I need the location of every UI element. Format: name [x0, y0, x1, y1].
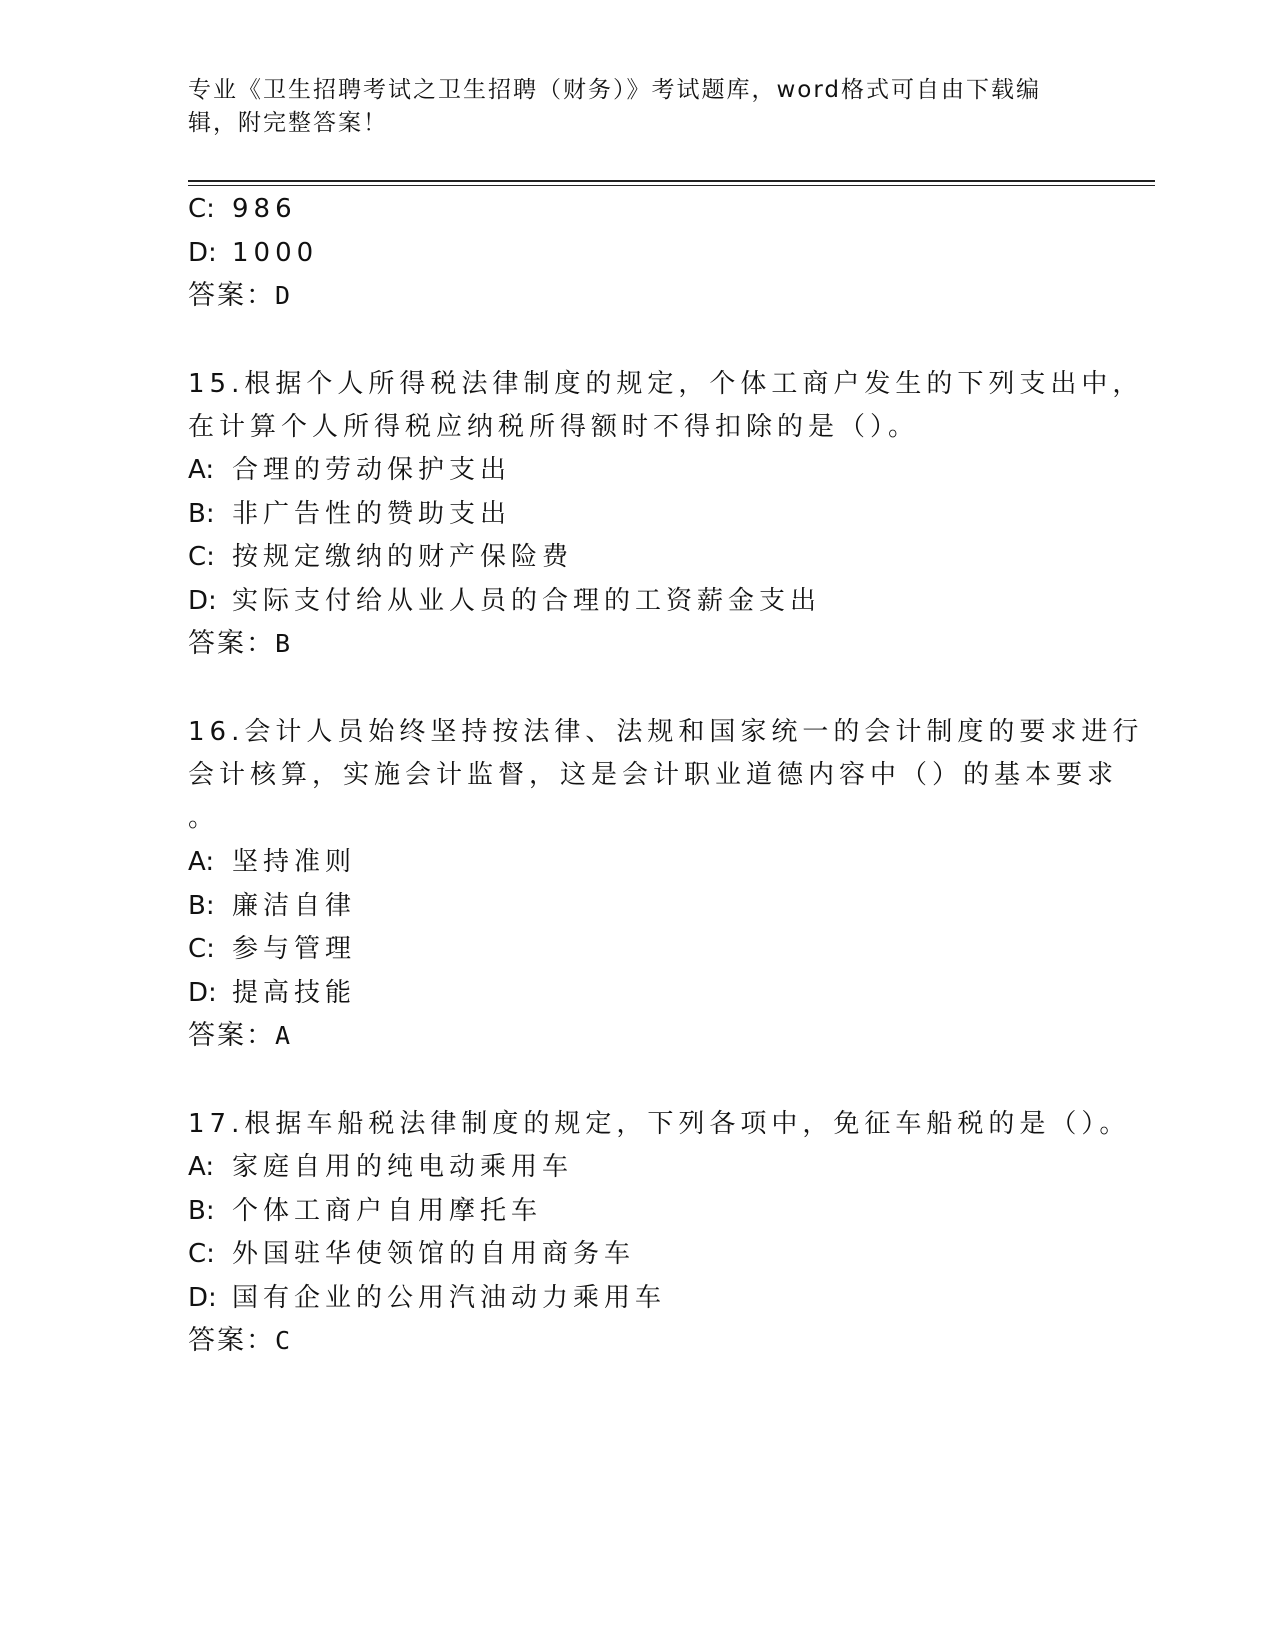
- question-15-option-c: [188, 540, 573, 574]
- option-text: 按规定缴纳的财产保险费: [232, 542, 574, 572]
- answer-value: A: [275, 1021, 293, 1050]
- option-label: D:: [188, 238, 217, 268]
- answer-label: 答案：: [188, 280, 275, 311]
- option-label: C:: [188, 542, 215, 572]
- document-header: 专业《卫生招聘考试之卫生招聘（财务）》考试题库，word格式可自由下载编辑，附完整答案！: [188, 77, 1042, 136]
- option-label: A:: [188, 847, 215, 877]
- answer-label: 答案：: [188, 1325, 275, 1356]
- option-text: 个体工商户自用摩托车: [232, 1196, 543, 1226]
- prev-option-d: [188, 236, 318, 270]
- option-label: C:: [188, 1239, 215, 1269]
- question-15-option-a: [188, 453, 511, 487]
- option-label: D:: [188, 978, 217, 1008]
- question-16-option-a: [188, 845, 356, 879]
- option-label: B:: [188, 499, 215, 529]
- option-label: D:: [188, 1283, 217, 1313]
- question-17-answer: [188, 1324, 292, 1358]
- option-label: C:: [188, 934, 215, 964]
- prev-answer: [188, 279, 292, 313]
- question-16-line-3: 。: [188, 803, 220, 833]
- answer-value: D: [275, 281, 293, 310]
- answer-value: B: [275, 629, 293, 658]
- option-text: 实际支付给从业人员的合理的工资薪金支出: [232, 586, 822, 616]
- option-label: C:: [188, 194, 215, 224]
- question-15-line-2: 在计算个人所得税应纳税所得额时不得扣除的是（）。: [188, 412, 920, 442]
- option-text: 986: [232, 194, 297, 224]
- question-16-line-2: 会计核算，实施会计监督，这是会计职业道德内容中（）的基本要求: [188, 760, 1119, 790]
- question-16-line-1: 16.会计人员始终坚持按法律、法规和国家统一的会计制度的要求进行: [188, 717, 1144, 747]
- question-16-answer: [188, 1019, 292, 1053]
- question-15-line-1: 15.根据个人所得税法律制度的规定，个体工商户发生的下列支出中，: [188, 369, 1144, 399]
- question-17-option-a: [188, 1150, 573, 1184]
- header-divider-thin: [188, 185, 1155, 186]
- answer-label: 答案：: [188, 628, 275, 659]
- option-label: D:: [188, 586, 217, 616]
- question-17-option-c: [188, 1237, 635, 1271]
- option-text: 廉洁自律: [232, 891, 357, 921]
- option-label: A:: [188, 1152, 215, 1182]
- option-label: B:: [188, 891, 215, 921]
- question-16-option-c: [188, 932, 356, 966]
- header-divider-thick: [188, 180, 1155, 182]
- option-text: 国有企业的公用汽油动力乘用车: [232, 1283, 667, 1313]
- question-15-answer: [188, 627, 292, 661]
- answer-label: 答案：: [188, 1020, 275, 1051]
- question-17-option-b: [188, 1194, 542, 1228]
- option-text: 非广告性的赞助支出: [232, 499, 512, 529]
- option-text: 坚持准则: [232, 847, 357, 877]
- option-text: 外国驻华使领馆的自用商务车: [232, 1239, 636, 1269]
- question-16-option-b: [188, 889, 356, 923]
- question-17-option-d: [188, 1281, 666, 1315]
- question-17-line-1: 17.根据车船税法律制度的规定，下列各项中，免征车船税的是（）。: [188, 1109, 1131, 1139]
- option-text: 家庭自用的纯电动乘用车: [232, 1152, 574, 1182]
- prev-option-c: [188, 192, 297, 226]
- option-text: 提高技能: [232, 978, 357, 1008]
- option-label: B:: [188, 1196, 215, 1226]
- question-15-option-b: [188, 497, 511, 531]
- option-text: 1000: [232, 238, 319, 268]
- question-15-option-d: [188, 584, 821, 618]
- option-label: A:: [188, 455, 215, 485]
- option-text: 合理的劳动保护支出: [232, 455, 512, 485]
- answer-value: C: [275, 1326, 293, 1355]
- option-text: 参与管理: [232, 934, 357, 964]
- question-16-option-d: [188, 976, 356, 1010]
